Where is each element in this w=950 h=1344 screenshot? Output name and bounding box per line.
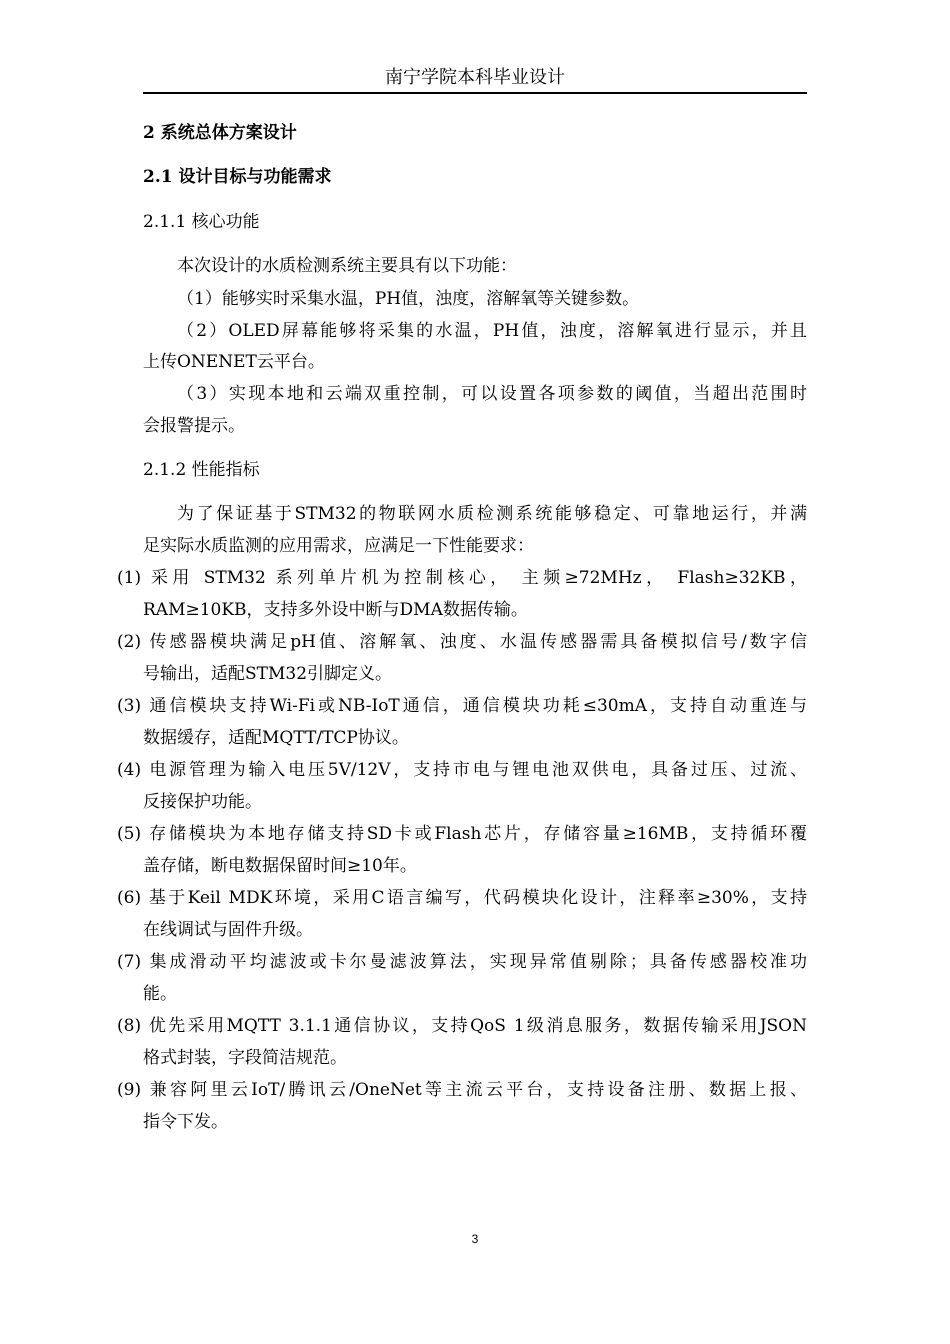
requirement-9-line-2: 指令下发。	[143, 1112, 228, 1132]
core-function-item-2-line-2: 上传ONENET云平台。	[143, 352, 325, 372]
performance-intro-line-2: 足实际水质监测的应用需求，应满足一下性能要求：	[143, 536, 534, 556]
requirement-2-line-1: (2) 传感器模块满足pH值、溶解氧、浊度、水温传感器需具备模拟信号/数字信	[117, 632, 807, 652]
requirement-5-line-2: 盖存储，断电数据保留时间≥10年。	[143, 856, 417, 876]
core-functions-intro: 本次设计的水质检测系统主要具有以下功能：	[177, 256, 517, 276]
subsection-heading-core-functions: 2.1.1 核心功能	[143, 212, 260, 232]
requirement-3-line-2: 数据缓存，适配MQTT/TCP协议。	[143, 728, 409, 748]
requirement-3-line-1: (3) 通信模块支持Wi-Fi或NB-IoT通信，通信模块功耗≤30mA，支持自动重连与	[117, 696, 807, 716]
core-function-item-3-line-2: 会报警提示。	[143, 416, 245, 436]
requirement-7-line-2: 能。	[143, 984, 177, 1004]
subsection-heading-performance: 2.1.2 性能指标	[143, 460, 260, 480]
core-function-item-3-line-1: （3）实现本地和云端双重控制，可以设置各项参数的阈值，当超出范围时	[177, 384, 807, 404]
requirement-1-line-1: (1) 采用 STM32 系列单片机为控制核心， 主频≥72MHz， Flash≥32KB，	[117, 568, 807, 588]
requirement-5-line-1: (5) 存储模块为本地存储支持SD卡或Flash芯片，存储容量≥16MB，支持循环覆	[117, 824, 807, 844]
core-function-item-1: （1）能够实时采集水温，PH值，浊度，溶解氧等关键参数。	[177, 289, 640, 309]
requirement-2-line-2: 号输出，适配STM32引脚定义。	[143, 664, 393, 684]
requirement-8-line-1: (8) 优先采用MQTT 3.1.1通信协议，支持QoS 1级消息服务，数据传输采用JSON	[117, 1016, 807, 1036]
header-divider	[143, 92, 807, 94]
section-heading: 2.1 设计目标与功能需求	[143, 167, 332, 187]
requirement-7-line-1: (7) 集成滑动平均滤波或卡尔曼滤波算法，实现异常值剔除；具备传感器校准功	[117, 952, 807, 972]
requirement-6-line-1: (6) 基于Keil MDK环境，采用C语言编写，代码模块化设计，注释率≥30%，支持	[117, 888, 807, 908]
page-number: 3	[471, 1232, 479, 1246]
page-header-title: 南宁学院本科毕业设计	[385, 67, 565, 88]
requirement-4-line-2: 反接保护功能。	[143, 792, 262, 812]
performance-intro-line-1: 为了保证基于STM32的物联网水质检测系统能够稳定、可靠地运行，并满	[177, 504, 807, 524]
requirement-8-line-2: 格式封装，字段简洁规范。	[143, 1048, 347, 1068]
requirement-1-line-2: RAM≥10KB，支持多外设中断与DMA数据传输。	[143, 600, 528, 620]
requirement-9-line-1: (9) 兼容阿里云IoT/腾讯云/OneNet等主流云平台，支持设备注册、数据上报、	[117, 1080, 807, 1100]
chapter-heading: 2 系统总体方案设计	[143, 123, 297, 143]
requirement-4-line-1: (4) 电源管理为输入电压5V/12V，支持市电与锂电池双供电，具备过压、过流、	[117, 760, 807, 780]
requirement-6-line-2: 在线调试与固件升级。	[143, 920, 313, 940]
core-function-item-2-line-1: （2）OLED屏幕能够将采集的水温，PH值，浊度，溶解氧进行显示，并且	[177, 321, 807, 341]
